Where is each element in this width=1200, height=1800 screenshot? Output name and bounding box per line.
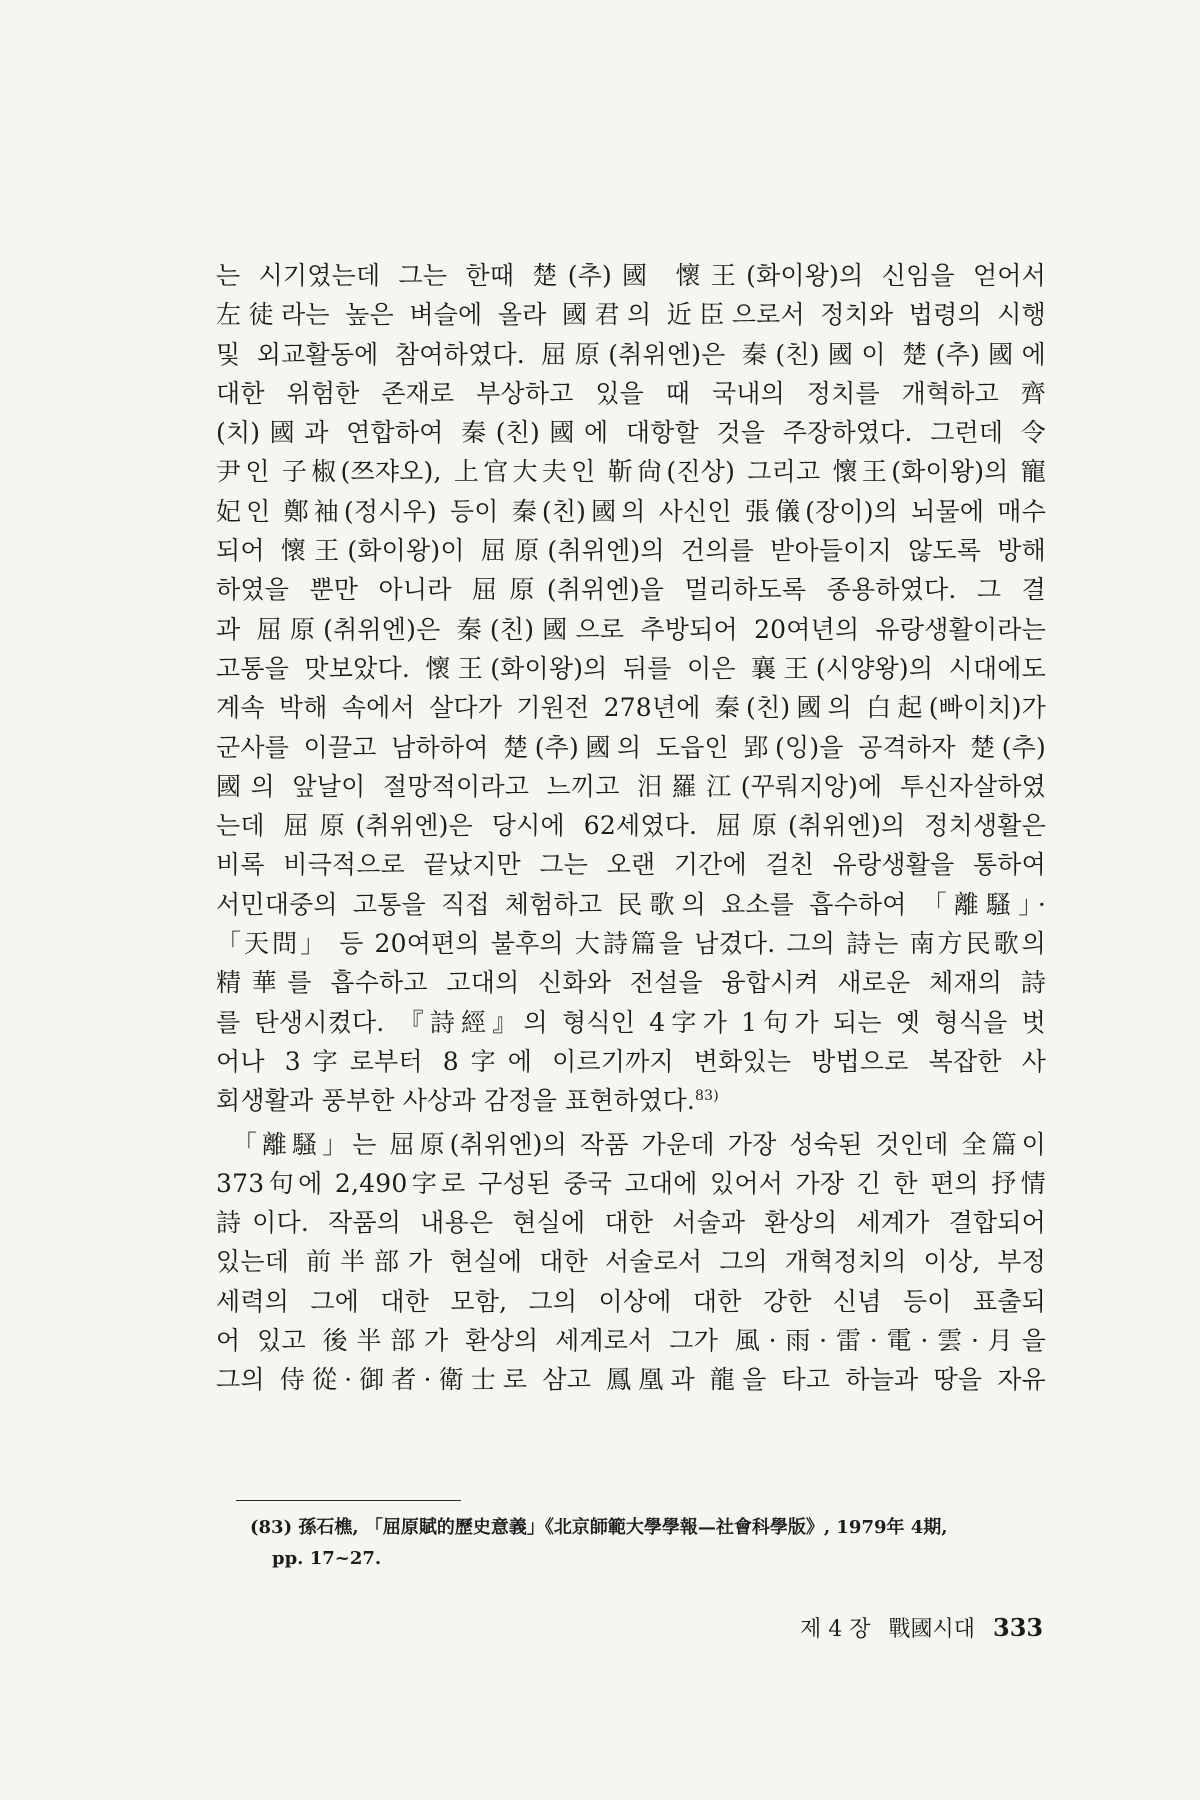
text-line: 「離騷」는 屈原(취위엔)의 작품 가운데 가장 성숙된 것인데 全篇이 [232, 1129, 1046, 1159]
text-line: 어 있고 後半部가 환상의 세계로서 그가 風·雨·雷·電·雲·月을 [216, 1326, 1046, 1356]
body-text [216, 256, 1046, 1400]
text-line: 어나 3字로부터 8字에 이르기까지 변화있는 방법으로 복잡한 사 [216, 1046, 1046, 1076]
text-line: 妃인 鄭袖(정시우) 등이 秦(친)國의 사신인 張儀(장이)의 뇌물에 매수 [216, 496, 1046, 526]
footnote [250, 1512, 1050, 1574]
text-line: 있는데 前半部가 현실에 대한 서술로서 그의 개혁정치의 이상, 부정 [216, 1247, 1046, 1277]
text-line: 373句에 2,490字로 구성된 중국 고대에 있어서 가장 긴 한 편의 抒情 [216, 1168, 1046, 1198]
text-line: 「天問」 등 20여편의 불후의 大詩篇을 남겼다. 그의 詩는 南方民歌의 [216, 929, 1046, 959]
text-line: 회생활과 풍부한 사상과 감정을 표현하였다. [216, 1086, 696, 1116]
text-line: 精華를 흡수하고 고대의 신화와 전설을 융합시켜 새로운 체재의 詩 [216, 968, 1046, 998]
text-line: 비록 비극적으로 끝났지만 그는 오랜 기간에 걸친 유랑생활을 통하여 [216, 850, 1046, 880]
text-line: 세력의 그에 대한 모함, 그의 이상에 대한 강한 신념 등이 표출되 [216, 1286, 1046, 1316]
text-line-with-footnote [216, 1081, 1046, 1120]
text-line: 國의 앞날이 절망적이라고 느끼고 汨羅江(꾸뤄지앙)에 투신자살하였 [216, 771, 1046, 801]
page-number: 333 [993, 1613, 1044, 1642]
paragraph-1 [216, 256, 1046, 1121]
text-line: 하였을 뿐만 아니라 屈原(취위엔)을 멀리하도록 종용하였다. 그 결 [216, 575, 1046, 605]
text-line: 左徒라는 높은 벼슬에 올라 國君의 近臣으로서 정치와 법령의 시행 [216, 300, 1046, 330]
text-line: 는 시기였는데 그는 한때 楚(추)國 懷王(화이왕)의 신임을 얻어서 [216, 261, 1046, 290]
text-line: 尹인 子椒(쯔쟈오), 上官大夫인 靳尙(진상) 그리고 懷王(화이왕)의 寵 [216, 457, 1046, 487]
text-line: 군사를 이끌고 남하하여 楚(추)國의 도읍인 郢(잉)을 공격하자 楚(추) [216, 732, 1046, 762]
section-label: 戰國시대 [888, 1617, 976, 1642]
footnote-divider [236, 1500, 461, 1501]
footnote-line: pp. 17~27. [272, 1548, 382, 1569]
text-line: 를 탄생시켰다. 『詩經』의 형식인 4字가 1句가 되는 옛 형식을 벗 [216, 1007, 1046, 1037]
text-line: 대한 위험한 존재로 부상하고 있을 때 국내의 정치를 개혁하고 齊 [216, 378, 1046, 408]
text-line: (치)國과 연합하여 秦(친)國에 대항할 것을 주장하였다. 그런데 令 [216, 418, 1046, 448]
footnote-line: (83) 孫石樵, 「屈原賦的歷史意義」《北京師範大學學報—社會科學版》, 1979年 4期, [250, 1517, 948, 1538]
text-line: 되어 懷王(화이왕)이 屈原(취위엔)의 건의를 받아들이지 않도록 방해 [216, 536, 1046, 566]
text-line: 계속 박해 속에서 살다가 기원전 278년에 秦(친)國의 白起(빠이치)가 [216, 693, 1046, 723]
text-line: 및 외교활동에 참여하였다. 屈原(취위엔)은 秦(친)國이 楚(추)國에 [216, 339, 1046, 369]
text-line: 는데 屈原(취위엔)은 당시에 62세였다. 屈原(취위엔)의 정치생활은 [216, 811, 1046, 841]
text-line: 詩이다. 작품의 내용은 현실에 대한 서술과 환상의 세계가 결합되어 [216, 1208, 1046, 1238]
footnote-reference[interactable]: 83) [695, 1088, 719, 1105]
text-line: 과 屈原(취위엔)은 秦(친)國으로 추방되어 20여년의 유랑생활이라는 [216, 614, 1046, 644]
text-line: 고통을 맛보았다. 懷王(화이왕)의 뒤를 이은 襄王(시양왕)의 시대에도 [216, 653, 1046, 683]
text-line: 그의 侍從·御者·衛士로 삼고 鳳凰과 龍을 타고 하늘과 땅을 자유 [216, 1365, 1046, 1395]
chapter-label: 제 4 장 [800, 1617, 871, 1642]
paragraph-2 [216, 1125, 1046, 1400]
text-line: 서민대중의 고통을 직접 체험하고 民歌의 요소를 흡수하여 「離騷」· [216, 889, 1046, 919]
running-footer [800, 1612, 1043, 1643]
